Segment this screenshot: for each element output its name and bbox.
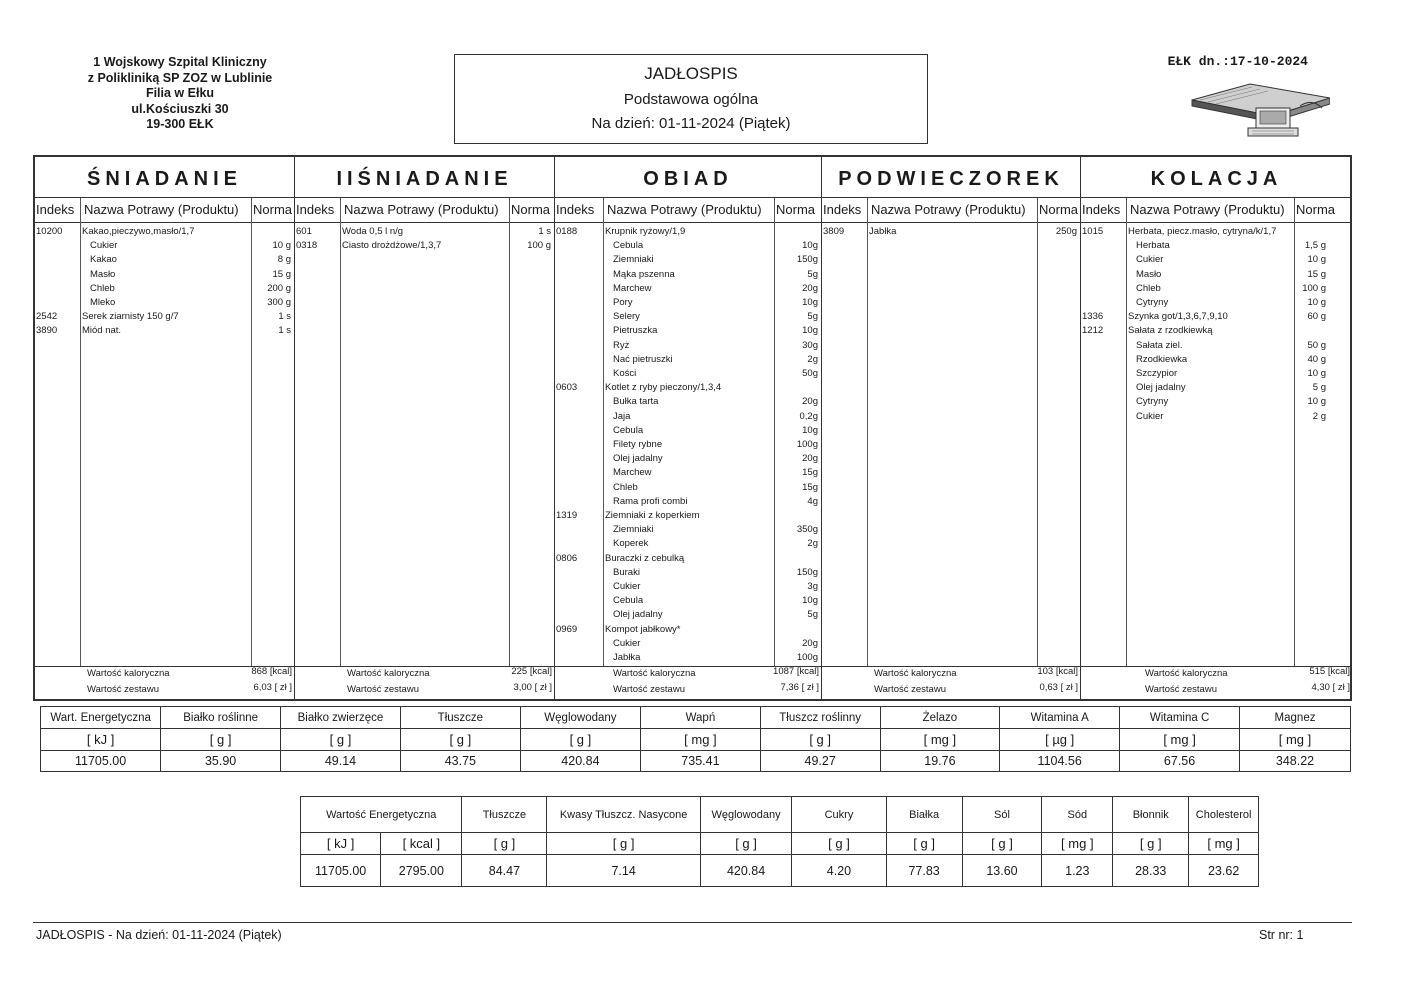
ingredient-name: Ziemniaki (613, 524, 654, 536)
meal-column (555, 157, 822, 699)
nutrient-value: 348.22 (1240, 751, 1351, 772)
calories-label: Wartość kaloryczna (347, 668, 430, 679)
column-headers (555, 198, 821, 223)
calories-value: 515 [kcal] (1309, 666, 1350, 677)
column-divider (340, 198, 341, 666)
nutrients-row-values (41, 751, 1351, 772)
ingredient-name: Rzodkiewka (1136, 353, 1188, 365)
row-norm: 4g (807, 495, 818, 507)
ingredient-name: Pory (613, 297, 633, 308)
hospital-line: Filia w Ełku (145, 86, 215, 100)
header-index: Indeks (556, 202, 595, 217)
nutrient-value: 49.27 (760, 751, 880, 772)
nutrient-header: Tłuszcze (462, 797, 547, 833)
hospital-line: 1 Wojskowy Szpital Kliniczny (93, 55, 267, 69)
nutrient-header: Żelazo (880, 707, 1000, 729)
menu-type: Podstawowa ogólna (623, 91, 759, 108)
column-headers (1081, 198, 1352, 223)
row-norm: 100 g (1302, 282, 1326, 294)
ingredient-name: Selery (613, 311, 640, 323)
ingredient-name: Chleb (90, 282, 115, 294)
row-norm: 50g (802, 368, 818, 379)
header-name: Nazwa Potrawy (Produktu) (607, 202, 762, 217)
ingredient-name: Cebula (613, 595, 644, 607)
row-norm: 100g (796, 652, 818, 663)
header-norm: Norma (1296, 202, 1336, 217)
row-norm: 300 g (267, 297, 291, 308)
row-norm: 10g (802, 595, 818, 607)
nutrient-header: Błonnik (1113, 797, 1189, 833)
dish-name: Kakao,pieczywo,masło/1,7 (82, 226, 195, 237)
row-norm: 2g (807, 538, 818, 550)
dish-name: Serek ziarnisty 150 g/7 (82, 311, 179, 323)
footer-divider (33, 922, 1352, 923)
meal-title: IIŚNIADANIE (295, 157, 554, 198)
nutrient-unit: [ g ] (547, 833, 700, 855)
hospital-address (60, 55, 300, 133)
row-index: 601 (296, 226, 312, 237)
nutrient-value: 84.47 (462, 855, 547, 887)
header-name: Nazwa Potrawy (Produktu) (871, 202, 1026, 217)
ingredient-name: Cytryny (1136, 297, 1169, 308)
row-norm: 5g (807, 268, 818, 280)
calories-label: Wartość kaloryczna (87, 668, 170, 679)
column-divider (774, 198, 775, 666)
ingredient-name: Masło (1136, 268, 1162, 280)
row-norm: 200 g (267, 282, 291, 294)
row-norm: 10 g (1307, 297, 1326, 308)
ingredient-name: Cukier (1136, 410, 1164, 422)
nutrient-header: Białko roślinne (161, 707, 281, 729)
nutrient-header: Cholesterol (1189, 797, 1259, 833)
row-index: 1336 (1082, 311, 1104, 323)
nutrient-unit: [ g ] (962, 833, 1042, 855)
ingredient-name: Koperek (613, 538, 649, 550)
meals-table (33, 155, 1352, 701)
nutrient-unit: [ g ] (462, 833, 547, 855)
ingredient-name: Nać pietruszki (613, 353, 673, 365)
row-norm: 350g (796, 524, 818, 536)
header-norm: Norma (776, 202, 816, 217)
nutrient-unit: [ g ] (792, 833, 886, 855)
row-norm: 100 g (527, 240, 551, 252)
nutrient-unit: [ mg ] (1120, 729, 1240, 751)
nutrient-unit: [ mg ] (880, 729, 1000, 751)
nutrient-value: 77.83 (886, 855, 962, 887)
nutrient-header: Węglowodany (520, 707, 640, 729)
row-norm: 50 g (1307, 339, 1326, 351)
row-norm: 30g (802, 339, 818, 351)
ingredient-name: Jabłka (613, 652, 641, 663)
cost-value: 0,63 [ zł ] (1039, 682, 1078, 693)
calories-label: Wartość kaloryczna (1145, 668, 1228, 679)
header-name: Nazwa Potrawy (Produktu) (84, 202, 239, 217)
row-norm: 100g (796, 439, 818, 450)
column-divider (251, 198, 252, 666)
column-divider (1294, 198, 1295, 666)
nutrient-value: 11705.00 (41, 751, 161, 772)
row-index: 3809 (823, 226, 845, 237)
nutrient-value: 11705.00 (301, 855, 381, 887)
cost-label: Wartość zestawu (347, 684, 419, 695)
calories-value: 103 [kcal] (1037, 666, 1078, 677)
nutrient-unit: [ kJ ] (301, 833, 381, 855)
nutrient-unit: [ mg ] (1042, 833, 1113, 855)
row-index: 0603 (556, 382, 578, 394)
row-norm: 5g (807, 609, 818, 621)
row-norm: 5g (807, 311, 818, 323)
ingredient-name: Sałata ziel. (1136, 339, 1183, 351)
ingredient-name: Chleb (1136, 282, 1161, 294)
row-index: 1212 (1082, 325, 1104, 337)
row-index: 3890 (36, 325, 58, 337)
row-norm: 1,5 g (1304, 240, 1326, 252)
row-index: 0188 (556, 226, 578, 237)
dish-name: Ziemniaki z koperkiem (605, 510, 700, 521)
calories-value: 1087 [kcal] (773, 666, 819, 677)
column-divider (1126, 198, 1127, 666)
calories-value: 225 [kcal] (511, 666, 552, 677)
menu-date: Na dzień: 01-11-2024 (Piątek) (591, 115, 791, 132)
row-norm: 10g (802, 424, 818, 436)
nutrient-header: Węglowodany (700, 797, 791, 833)
print-date: EŁK dn.:17-10-2024 (1167, 54, 1308, 69)
nutrient-unit: [ g ] (1113, 833, 1189, 855)
nutrients2-row-units (301, 833, 1259, 855)
cost-value: 7,36 [ zł ] (780, 682, 819, 693)
nutrient-unit: [ g ] (760, 729, 880, 751)
row-norm: 15 g (1307, 268, 1326, 280)
ingredient-name: Filety rybne (613, 439, 663, 450)
nutrient-header: Kwasy Tłuszcz. Nasycone (547, 797, 700, 833)
ingredient-name: Cebula (613, 240, 644, 252)
ingredient-name: Szczypior (1136, 368, 1178, 379)
meal-column (35, 157, 295, 699)
dish-name: Kompot jabłkowy* (605, 623, 681, 635)
header-norm: Norma (253, 202, 293, 217)
ingredient-name: Pietruszka (613, 325, 658, 337)
dish-name: Ciasto drożdżowe/1,3,7 (342, 240, 442, 252)
nutrient-value: 4.20 (792, 855, 886, 887)
nutrient-unit: [ g ] (520, 729, 640, 751)
nutrient-header: Wapń (641, 707, 761, 729)
row-norm: 15g (802, 467, 818, 479)
nutrient-value: 19.76 (880, 751, 1000, 772)
row-norm: 10 g (1307, 396, 1326, 408)
row-norm: 8 g (277, 254, 291, 266)
nutrient-value: 43.75 (400, 751, 520, 772)
nutrient-value: 420.84 (520, 751, 640, 772)
ingredient-name: Chleb (613, 481, 638, 493)
row-norm: 60 g (1307, 311, 1326, 323)
title-box (454, 54, 928, 144)
cost-value: 4,30 [ zł ] (1311, 682, 1350, 693)
ingredient-name: Mleko (90, 297, 116, 308)
header-norm: Norma (1039, 202, 1079, 217)
meal-column (1081, 157, 1352, 699)
column-divider (1037, 198, 1038, 666)
calories-value: 868 [kcal] (251, 666, 292, 677)
row-index: 0318 (296, 240, 318, 252)
ingredient-name: Ziemniaki (613, 254, 654, 266)
nutrients2-row-values (301, 855, 1259, 887)
nutrient-value: 49.14 (281, 751, 401, 772)
row-norm: 3g (807, 581, 818, 592)
row-norm: 20g (802, 453, 818, 465)
dish-name: Krupnik ryżowy/1,9 (605, 226, 686, 237)
row-norm: 10 g (1307, 254, 1326, 266)
nutrient-header: Witamina A (1000, 707, 1120, 729)
nutrient-header: Witamina C (1120, 707, 1240, 729)
nutrient-unit: [ kJ ] (41, 729, 161, 751)
header-norm: Norma (511, 202, 551, 217)
dish-name: Kotlet z ryby pieczony/1,3,4 (605, 382, 722, 394)
nutrients-row-headers (41, 707, 1351, 729)
row-index: 0806 (556, 552, 578, 564)
ingredient-name: Buraki (613, 566, 640, 578)
column-divider (509, 198, 510, 666)
cost-value: 3,00 [ zł ] (513, 682, 552, 693)
nutrient-unit: [ g ] (161, 729, 281, 751)
row-norm: 20g (802, 637, 818, 649)
meal-title: ŚNIADANIE (35, 157, 294, 198)
column-divider (80, 198, 81, 666)
row-norm: 10 g (1307, 368, 1326, 379)
ingredient-name: Cukier (1136, 254, 1164, 266)
nutrient-unit: [ g ] (400, 729, 520, 751)
row-norm: 15g (802, 481, 818, 493)
meal-title: OBIAD (555, 157, 821, 198)
ingredient-name: Marchew (613, 467, 652, 479)
row-norm: 5 g (1312, 382, 1326, 394)
nutrient-value: 735.41 (641, 751, 761, 772)
nutrient-unit: [ g ] (281, 729, 401, 751)
row-norm: 10g (802, 240, 818, 252)
row-norm: 2g (807, 353, 818, 365)
page-title: JADŁOSPIS (644, 64, 738, 83)
row-index: 2542 (36, 311, 58, 323)
meal-title: KOLACJA (1081, 157, 1352, 198)
header-name: Nazwa Potrawy (Produktu) (1130, 202, 1285, 217)
row-norm: 20g (802, 282, 818, 294)
footer-page-number: Str nr: 1 (1259, 928, 1304, 942)
ingredient-name: Rama profi combi (613, 495, 688, 507)
nutrient-unit: [ µg ] (1000, 729, 1120, 751)
row-norm: 10 g (272, 240, 291, 252)
row-norm: 20g (802, 396, 818, 408)
nutrient-value: 35.90 (161, 751, 281, 772)
nutrient-header: Białka (886, 797, 962, 833)
ingredient-name: Cukier (613, 581, 641, 592)
row-norm: 15 g (272, 268, 291, 280)
nutrient-value: 1104.56 (1000, 751, 1120, 772)
nutrient-value: 13.60 (962, 855, 1042, 887)
nutrient-unit: [ g ] (886, 833, 962, 855)
ingredient-name: Bułka tarta (613, 396, 659, 408)
computer-book-icon (1190, 82, 1330, 145)
ingredient-name: Cukier (90, 240, 118, 252)
dish-name: Sałata z rzodkiewką (1128, 325, 1213, 337)
dish-name: Miód nat. (82, 325, 122, 337)
nutrient-value: 1.23 (1042, 855, 1113, 887)
ingredient-name: Ryż (613, 339, 630, 351)
ingredient-name: Olej jadalny (613, 453, 663, 465)
ingredient-name: Cytryny (1136, 396, 1169, 408)
dish-name: Herbata, piecz.masło, cytryna/k/1,7 (1128, 226, 1277, 237)
nutrient-unit: [ kcal ] (381, 833, 462, 855)
meal-title: PODWIECZOREK (822, 157, 1080, 198)
row-norm: 40 g (1307, 353, 1326, 365)
nutrients-table-1 (40, 706, 1351, 772)
row-norm: 1 s (278, 311, 291, 323)
dish-name: Szynka got/1,3,6,7,9,10 (1128, 311, 1228, 323)
ingredient-name: Jaja (613, 410, 631, 422)
nutrient-header: Wart. Energetyczna (41, 707, 161, 729)
calories-label: Wartość kaloryczna (613, 668, 696, 679)
dish-name: Buraczki z cebulką (605, 552, 685, 564)
dish-name: Jabłka (869, 226, 897, 237)
cost-value: 6,03 [ zł ] (253, 682, 292, 693)
header-name: Nazwa Potrawy (Produktu) (344, 202, 499, 217)
column-headers (35, 198, 294, 223)
nutrient-header: Cukry (792, 797, 886, 833)
hospital-line: ul.Kościuszki 30 (131, 101, 229, 116)
nutrient-header: Magnez (1240, 707, 1351, 729)
nutrient-header: Sód (1042, 797, 1113, 833)
row-index: 1015 (1082, 226, 1104, 237)
ingredient-name: Olej jadalny (613, 609, 663, 621)
column-headers (295, 198, 554, 223)
ingredient-name: Mąka pszenna (613, 268, 675, 280)
column-divider (603, 198, 604, 666)
nutrient-value: 420.84 (700, 855, 791, 887)
nutrient-unit: [ mg ] (641, 729, 761, 751)
nutrient-value: 28.33 (1113, 855, 1189, 887)
calories-label: Wartość kaloryczna (874, 668, 957, 679)
cost-label: Wartość zestawu (874, 684, 946, 695)
row-index: 1319 (556, 510, 578, 521)
ingredient-name: Cebula (613, 424, 644, 436)
header-index: Indeks (36, 202, 75, 217)
row-norm: 1 s (538, 226, 551, 237)
meal-column (822, 157, 1081, 699)
row-norm: 10g (802, 297, 818, 308)
nutrients-row-units (41, 729, 1351, 751)
row-norm: 250g (1055, 226, 1077, 237)
row-norm: 150g (796, 254, 818, 266)
nutrient-unit: [ g ] (700, 833, 791, 855)
hospital-line: z Polikliniką SP ZOZ w Lublinie (87, 70, 273, 85)
nutrient-header: Tłuszcze (400, 707, 520, 729)
nutrient-unit: [ mg ] (1189, 833, 1259, 855)
hospital-line: 19-300 EŁK (146, 117, 214, 131)
header-index: Indeks (296, 202, 335, 217)
nutrient-value: 2795.00 (381, 855, 462, 887)
ingredient-name: Kakao (90, 254, 117, 266)
column-headers (822, 198, 1080, 223)
row-norm: 1 s (278, 325, 291, 337)
row-norm: 150g (796, 566, 818, 578)
row-norm: 2 g (1312, 410, 1326, 422)
nutrient-value: 67.56 (1120, 751, 1240, 772)
cost-label: Wartość zestawu (1145, 684, 1217, 695)
header-index: Indeks (1082, 202, 1121, 217)
row-norm: 0,2g (799, 410, 818, 422)
nutrients-table-2 (300, 796, 1259, 887)
header-index: Indeks (823, 202, 862, 217)
ingredient-name: Kości (613, 368, 637, 379)
ingredient-name: Marchew (613, 282, 652, 294)
nutrient-value: 23.62 (1189, 855, 1259, 887)
nutrient-header: Sól (962, 797, 1042, 833)
ingredient-name: Herbata (1136, 240, 1170, 252)
row-index: 10200 (36, 226, 63, 237)
row-index: 0969 (556, 623, 578, 635)
footer-left: JADŁOSPIS - Na dzień: 01-11-2024 (Piątek) (36, 928, 282, 942)
nutrient-header: Wartość Energetyczna (301, 797, 462, 833)
ingredient-name: Olej jadalny (1136, 382, 1186, 394)
nutrient-header: Białko zwierzęce (281, 707, 401, 729)
nutrient-header: Tłuszcz roślinny (760, 707, 880, 729)
cost-label: Wartość zestawu (87, 684, 159, 695)
dish-name: Woda 0,5 l n/g (342, 226, 404, 237)
meal-column (295, 157, 555, 699)
nutrient-unit: [ mg ] (1240, 729, 1351, 751)
ingredient-name: Masło (90, 268, 116, 280)
column-divider (867, 198, 868, 666)
nutrient-value: 7.14 (547, 855, 700, 887)
nutrients2-headers (301, 797, 1259, 833)
row-norm: 10g (802, 325, 818, 337)
ingredient-name: Cukier (613, 637, 641, 649)
cost-label: Wartość zestawu (613, 684, 685, 695)
